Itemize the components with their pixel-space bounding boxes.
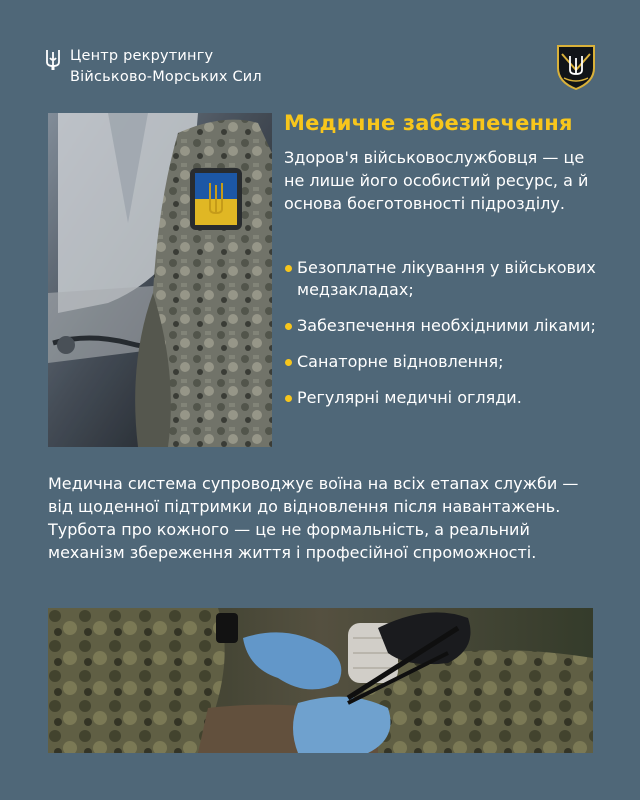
first-aid-photo-illustration — [48, 608, 593, 753]
bullet-dot-icon — [285, 323, 292, 330]
benefits-list — [284, 257, 604, 423]
bullet-dot-icon — [285, 265, 292, 272]
org-name-line1: Центр рекрутингу — [70, 48, 214, 64]
medical-photo — [48, 113, 272, 447]
header — [46, 46, 262, 88]
org-name-line2: Військово-Морських Сил — [70, 69, 262, 85]
list-item — [284, 351, 604, 373]
org-name — [70, 46, 262, 88]
list-item-text: Забезпечення необхідними ліками; — [297, 316, 596, 335]
first-aid-photo — [48, 608, 593, 753]
list-item-text: Регулярні медичні огляди. — [297, 388, 522, 407]
section-title: Медичне забезпечення — [284, 111, 573, 135]
list-item-text: Санаторне відновлення; — [297, 352, 504, 371]
intro-text: Здоров'я військовослужбовця — це не лише його особистий ресурс, а й основа боєготовності підрозділу. — [284, 148, 589, 213]
trident-icon — [46, 49, 60, 71]
bullet-dot-icon — [285, 359, 292, 366]
list-item — [284, 257, 604, 301]
navy-emblem-icon — [556, 44, 596, 90]
list-item — [284, 315, 604, 337]
bullet-dot-icon — [285, 395, 292, 402]
medical-photo-illustration — [48, 113, 272, 447]
body-paragraph: Медична система супроводжує воїна на всіх етапах служби — від щоденної підтримки до відновлення після навантажень. Турбота про кожного — це не формальність, а реальний механізм збереження життя і професійної спроможності. — [48, 474, 579, 562]
list-item-text: Безоплатне лікування у військових медзакладах; — [297, 258, 596, 299]
list-item — [284, 387, 604, 409]
